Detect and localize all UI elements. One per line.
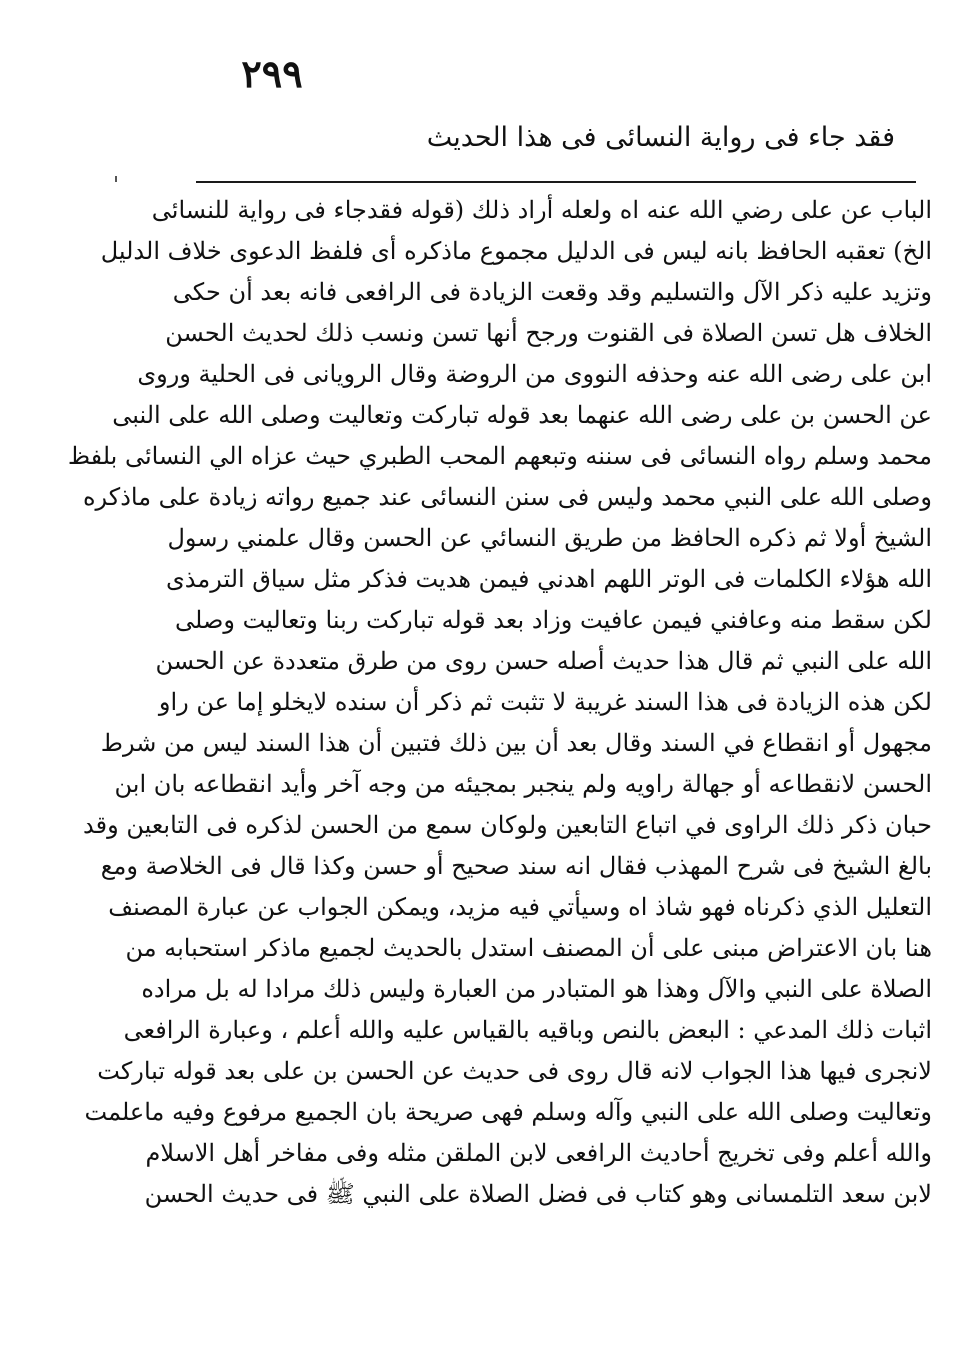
page-number: ٢٩٩: [241, 51, 303, 96]
text-line: وصلى الله على النبي محمد وليس فى سنن النسائى عند جميع رواته زيادة على ماذكره: [82, 483, 932, 511]
text-line: لكن سقط منه وعافني فيمن عافيت وزاد بعد قوله تباركت ربنا وتعاليت وصلى: [175, 606, 932, 634]
text-line: الصلاة على النبي والآل وهذا هو المتبادر من العبارة وليس ذلك مرادا له بل مراده: [141, 975, 932, 1003]
text-line: عن الحسن بن على رضى الله عنهما بعد قوله تباركت وتعاليت وصلى الله على النبى: [112, 401, 932, 429]
margin-mark: [115, 176, 117, 182]
text-line: لابن سعد التلمسانى وهو كتاب فى فضل الصلاة على النبي ﷺ فى حديث الحسن: [144, 1180, 932, 1208]
section-heading: فقد جاء فى رواية النسائى فى هذا الحديث: [426, 122, 895, 153]
text-line: الله على النبي ثم قال هذا حديث أصله حسن روى من طرق متعددة عن الحسن: [155, 647, 932, 675]
heading-divider: [196, 181, 916, 183]
text-line: والله أعلم وفى تخريج أحاديث الرافعى لابن الملقن مثله وفى مفاخر أهل الاسلام: [145, 1139, 932, 1167]
text-line: مجهول أو انقطاع في السند وقال بعد أن بين ذلك فتبين أن هذا السند ليس من شرط: [100, 729, 932, 757]
text-line: الخ) تعقبه الحافظ بانه ليس فى الدليل مجموع ماذكره أى فلفظ الدعوى خلاف الدليل: [100, 237, 932, 265]
text-line: الشيخ أولا ثم ذكره الحافظ من طريق النسائي عن الحسن وقال علمني رسول: [167, 524, 932, 552]
text-line: الله هؤلاء الكلمات فى الوتر اللهم اهدني فيمن هديت فذكر مثل سياق الترمذى: [165, 565, 932, 593]
text-line: لكن هذه الزيادة فى هذا السند غريبة لا تثبت ثم ذكر أن سنده لايخلو إما عن راو: [158, 688, 932, 716]
text-line: حبان ذكر ذلك الراوى في اتباع التابعين ولوكان سمع من الحسن لذكره فى التابعين وقد: [83, 811, 932, 839]
text-line: محمد وسلم رواه النسائى فى سننه وتبعهم المحب الطبري حيث عزاه الي النسائى بلفظ: [67, 442, 932, 470]
text-line: وتعاليت وصلى الله على النبي وآله وسلم فهى صريحة بان الجميع مرفوع وفيه ماعلمت: [84, 1098, 932, 1126]
text-line: هنا بان الاعتراض مبنى على أن المصنف استدل بالحديث لجميع ماذكر استحبابه من: [125, 934, 932, 962]
text-line: وتزيد عليه ذكر الآل والتسليم وقد وقعت الزيادة فى الرافعى فانه بعد أن حكى: [172, 278, 932, 306]
text-line: اثبات ذلك المدعي : البعض بالنص وباقيه بالقياس عليه والله أعلم ، وعبارة الرافعى: [123, 1016, 932, 1044]
text-line: التعليل الذي ذكرناه فهو شاذ اه وسيأتي فيه مزيد، ويمكن الجواب عن عبارة المصنف: [108, 893, 932, 921]
text-line: ابن على رضى الله عنه وحذفه النووى من الروضة وقال الرويانى فى الحلية وروى: [137, 360, 932, 388]
text-line: لانجرى فيها هذا الجواب لانه قال روى فى حديث عن الحسن بن على بعد قوله تباركت: [97, 1057, 932, 1085]
text-line: الخلاف هل تسن الصلاة فى القنوت ورجح أنها تسن ونسب ذلك لحديث الحسن: [165, 319, 932, 347]
body-text: [67, 190, 932, 1215]
text-line: الباب عن على رضي الله عنه اه ولعله أراد ذلك (قوله فقدجاء فى رواية للنسائى: [151, 196, 932, 224]
text-line: بالغ الشيخ فى شرح المهذب فقال انه سند صحيح أو حسن وكذا قال فى الخلاصة ومع: [100, 852, 932, 880]
text-line: الحسن لانقطاعه أو جهالة راويه ولم ينجبر بمجيئه من وجه آخر وأيد انقطاعه بان ابن: [114, 770, 932, 798]
